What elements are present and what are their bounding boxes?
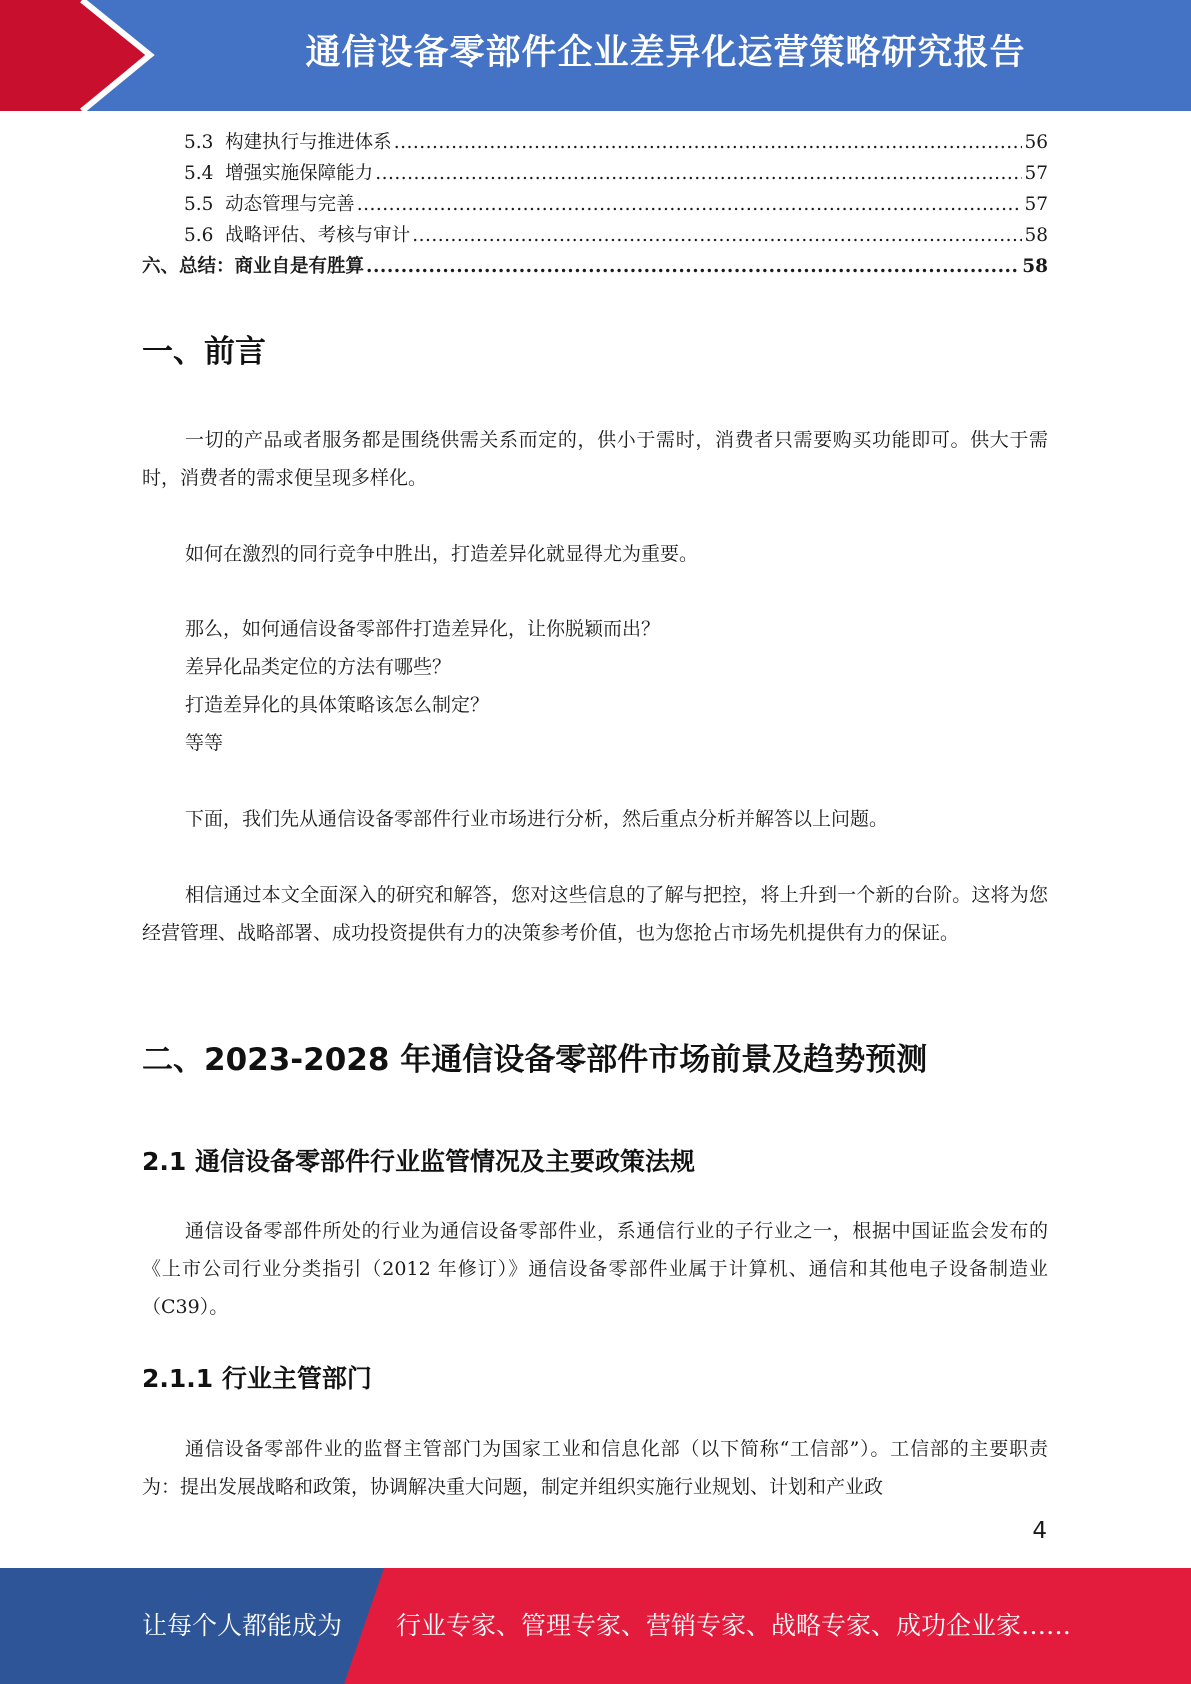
toc-entry[interactable] bbox=[142, 190, 1048, 221]
question-line: 那么，如何通信设备零部件打造差异化，让你脱颖而出？ bbox=[185, 618, 661, 640]
toc-entry-label: 5.5 动态管理与完善 bbox=[184, 194, 355, 215]
question-line: 打造差异化的具体策略该怎么制定？ bbox=[185, 694, 490, 716]
page-number: 4 bbox=[1032, 1518, 1047, 1544]
report-title: 通信设备零部件企业差异化运营策略研究报告 bbox=[305, 33, 1026, 73]
toc-leader-dots bbox=[375, 163, 1022, 184]
toc-leader-dots bbox=[394, 132, 1023, 153]
section-heading: 二、2023-2028 年通信设备零部件市场前景及趋势预测 bbox=[142, 1042, 928, 1078]
header-banner bbox=[0, 0, 1191, 111]
footer-slogan: 让每个人都能成为 bbox=[142, 1611, 343, 1640]
toc-entry[interactable] bbox=[142, 159, 1048, 190]
question-line: 等等 bbox=[185, 732, 224, 754]
toc-entry-page: 57 bbox=[1024, 194, 1048, 215]
subsection-heading: 2.1.1 行业主管部门 bbox=[142, 1364, 372, 1393]
toc-entry[interactable] bbox=[142, 128, 1048, 159]
toc-entry-page: 57 bbox=[1024, 163, 1048, 184]
paragraph: 如何在激烈的同行竞争中胜出，打造差异化就显得尤为重要。 bbox=[185, 543, 699, 565]
toc-entry-page: 58 bbox=[1022, 256, 1048, 277]
toc-entry-page: 56 bbox=[1024, 132, 1048, 153]
toc-leader-dots bbox=[412, 225, 1022, 246]
question-line: 差异化品类定位的方法有哪些？ bbox=[185, 656, 452, 678]
paragraph: 相信通过本文全面深入的研究和解答，您对这些信息的了解与把控，将上升到一个新的台阶。这将为您经营管理、战略部署、成功投资提供有力的决策参考价值，也为您抢占市场先机提供有力的保证。 bbox=[142, 884, 1048, 944]
paragraph: 一切的产品或者服务都是围绕供需关系而定的，供小于需时，消费者只需要购买功能即可。供大于需时，消费者的需求便呈现多样化。 bbox=[142, 429, 1048, 489]
toc-entry-label: 5.4 增强实施保障能力 bbox=[184, 163, 374, 184]
paragraph: 下面，我们先从通信设备零部件行业市场进行分析，然后重点分析并解答以上问题。 bbox=[185, 808, 889, 830]
section-heading: 一、前言 bbox=[142, 334, 266, 370]
footer-banner bbox=[0, 1568, 1191, 1684]
paragraph: 通信设备零部件所处的行业为通信设备零部件业，系通信行业的子行业之一，根据中国证监会发布的《上市公司行业分类指引（2012 年修订）》通信设备零部件业属于计算机、通信和其他电子设备制造业（C39）。 bbox=[142, 1220, 1048, 1318]
toc-entry[interactable] bbox=[142, 252, 1048, 283]
toc-entry-label: 六、总结：商业自是有胜算 bbox=[142, 256, 365, 277]
table-of-contents bbox=[142, 128, 1048, 283]
footer-roles: 行业专家、管理专家、营销专家、战略专家、成功企业家…… bbox=[396, 1611, 1072, 1640]
paragraph: 通信设备零部件业的监督主管部门为国家工业和信息化部（以下简称“工信部”）。工信部的主要职责为：提出发展战略和政策，协调解决重大问题，制定并组织实施行业规划、计划和产业政 bbox=[142, 1438, 1048, 1498]
toc-entry-page: 58 bbox=[1024, 225, 1048, 246]
subsection-heading: 2.1 通信设备零部件行业监管情况及主要政策法规 bbox=[142, 1147, 695, 1176]
toc-entry-label: 5.6 战略评估、考核与审计 bbox=[184, 225, 411, 246]
toc-entry[interactable] bbox=[142, 221, 1048, 252]
toc-entry-label: 5.3 构建执行与推进体系 bbox=[184, 132, 392, 153]
toc-leader-dots bbox=[357, 194, 1023, 215]
toc-leader-dots bbox=[366, 256, 1020, 277]
